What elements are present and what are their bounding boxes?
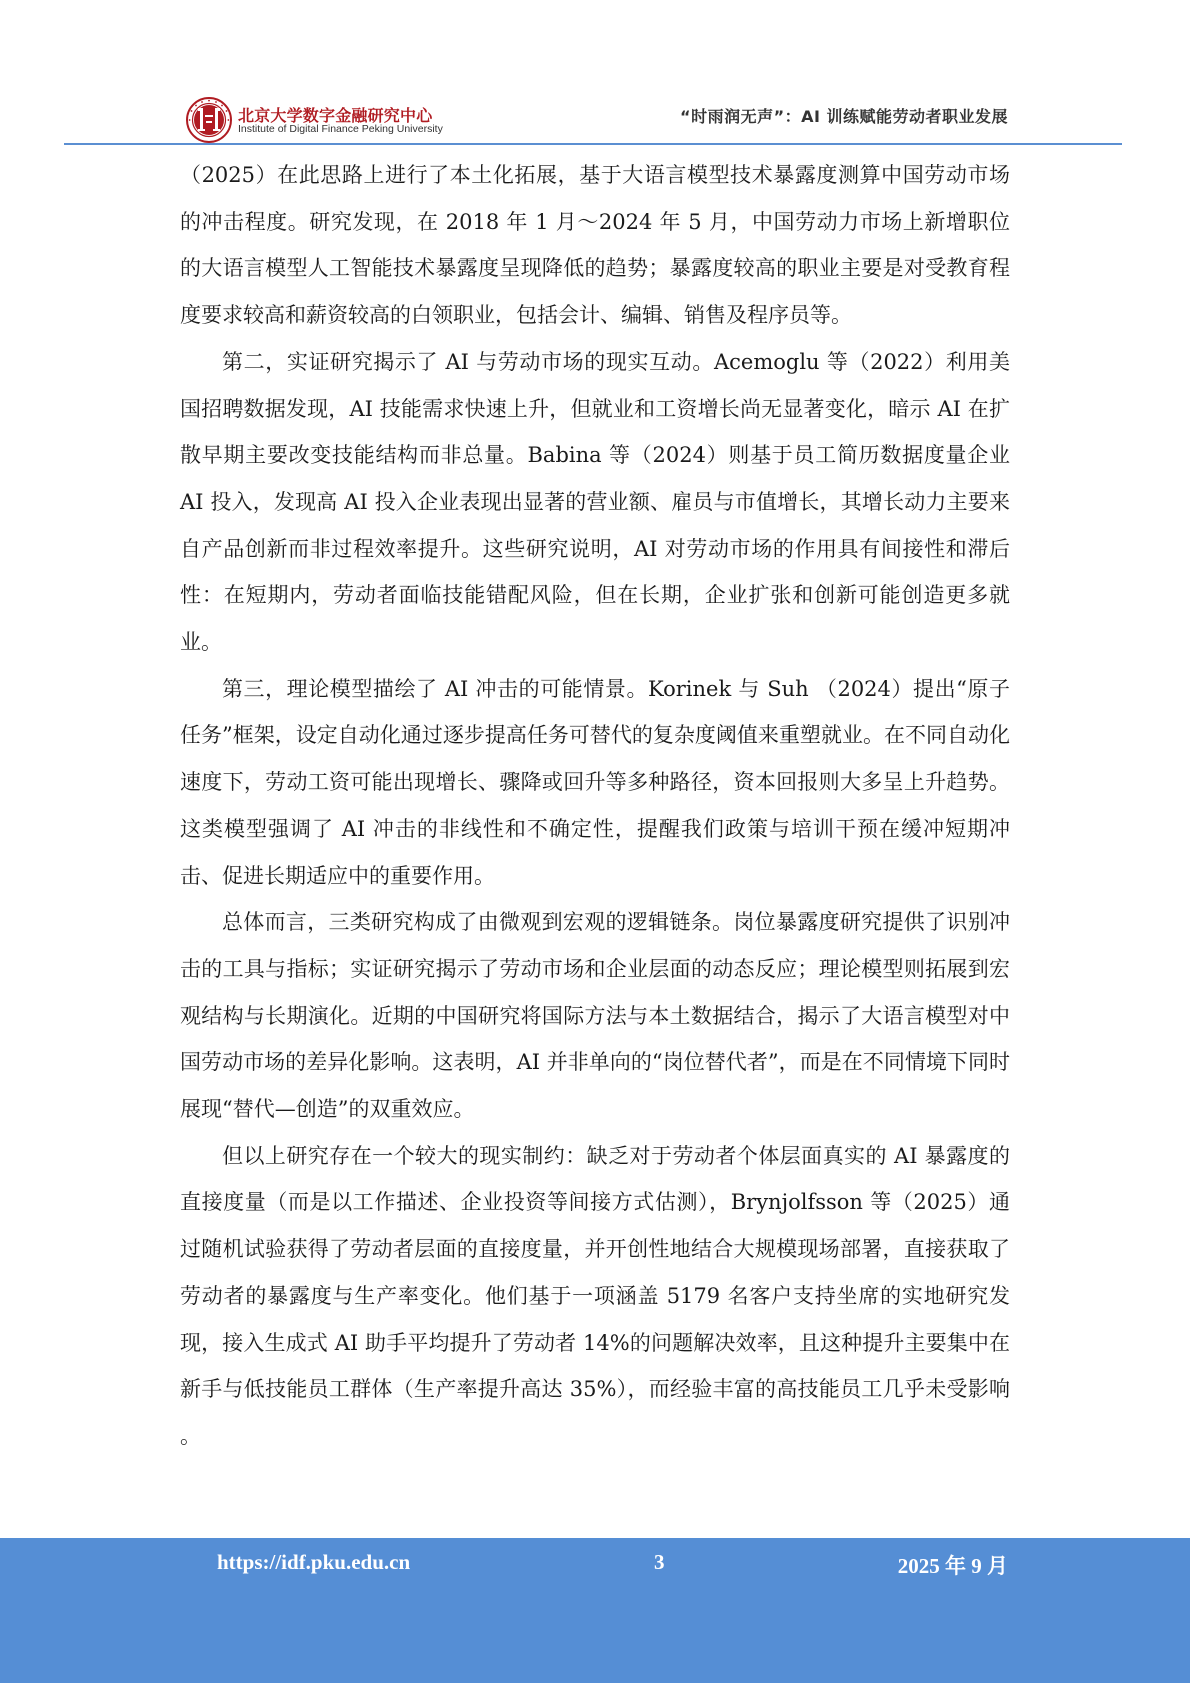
page-number: 3: [654, 1550, 665, 1574]
org-name-en: Institute of Digital Finance Peking University: [238, 123, 443, 135]
paragraph: 第三，理论模型描绘了 AI 冲击的可能情景。Korinek 与 Suh （2024）提出“原子任务”框架，设定自动化通过逐步提高任务可替代的复杂度阈值来重塑就业。在不同自动化速度下，劳动工资可能出现增长、骤降或回升等多种路径，资本回报则大多呈上升趋势。这类模型强调了 AI 冲击的非线性和不确定性，提醒我们政策与培训干预在缓冲短期冲击、促进长期适应中的重要作用。: [180, 676, 1010, 888]
page-footer: [0, 1538, 1190, 1683]
page-header: [0, 0, 1190, 146]
header-divider: [64, 143, 1122, 145]
paragraph: 但以上研究存在一个较大的现实制约：缺乏对于劳动者个体层面真实的 AI 暴露度的直接度量（而是以工作描述、企业投资等间接方式估测），Brynjolfsson 等（2025）通过随机试验获得了劳动者层面的直接度量，并开创性地结合大规模现场部署，直接获取了劳动者的暴露度与生产率变化。他们基于一项涵盖 5179 名客户支持坐席的实地研究发现，接入生成式 AI 助手平均提升了劳动者 14%的问题解决效率，且这种提升主要集中在新手与低技能员工群体（生产率提升高达 35%），而经验丰富的高技能员工几乎未受影响 。: [180, 1143, 1010, 1448]
org-name-cn: 北京大学数字金融研究中心: [238, 106, 433, 125]
body-text: [180, 152, 1010, 1460]
website-link[interactable]: https://idf.pku.edu.cn: [217, 1550, 411, 1574]
pku-logo-icon: [186, 97, 232, 143]
publication-date: 2025 年 9 月: [897, 1554, 1008, 1578]
paragraph: 总体而言，三类研究构成了由微观到宏观的逻辑链条。岗位暴露度研究提供了识别冲击的工具与指标；实证研究揭示了劳动市场和企业层面的动态反应；理论模型则拓展到宏观结构与长期演化。近期的中国研究将国际方法与本土数据结合，揭示了大语言模型对中国劳动市场的差异化影响。这表明，AI 并非单向的“岗位替代者”，而是在不同情境下同时展现“替代—创造”的双重效应。: [180, 910, 1010, 1122]
paragraph: （2025）在此思路上进行了本土化拓展，基于大语言模型技术暴露度测算中国劳动市场的冲击程度。研究发现，在 2018 年 1 月～2024 年 5 月，中国劳动力市场上新增职位的大语言模型人工智能技术暴露度呈现降低的趋势；暴露度较高的职业主要是对受教育程度要求较高和薪资较高的白领职业，包括会计、编辑、销售及程序员等。: [180, 163, 1010, 328]
report-title: “时雨润无声”：AI 训练赋能劳动者职业发展: [680, 107, 1008, 126]
paragraph: 第二，实证研究揭示了 AI 与劳动市场的现实互动。Acemoglu 等（2022）利用美国招聘数据发现，AI 技能需求快速上升，但就业和工资增长尚无显著变化，暗示 AI 在扩散早期主要改变技能结构而非总量。Babina 等（2024）则基于员工简历数据度量企业 AI 投入，发现高 AI 投入企业表现出显著的营业额、雇员与市值增长，其增长动力主要来自产品创新而非过程效率提升。这些研究说明，AI 对劳动市场的作用具有间接性和滞后性：在短期内，劳动者面临技能错配风险，但在长期，企业扩张和创新可能创造更多就业。: [180, 349, 1010, 655]
